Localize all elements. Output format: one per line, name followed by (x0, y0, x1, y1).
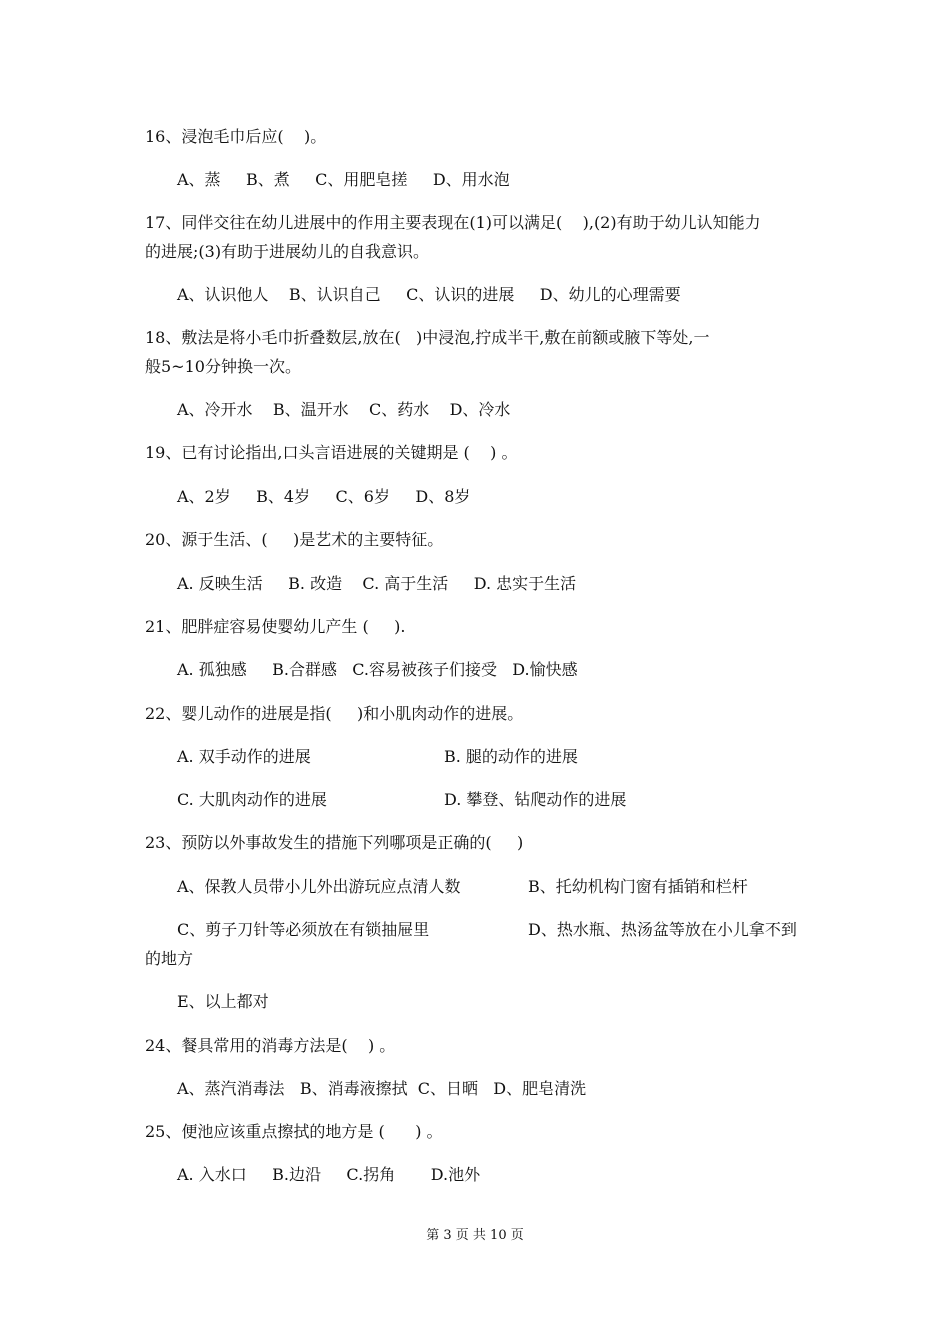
question-23-option-b: B、托幼机构门窗有插销和栏杆 (528, 877, 748, 896)
question-23-option-d-continued: 的地方 (145, 949, 194, 968)
question-20-options: A. 反映生活 B. 改造 C. 高于生活 D. 忠实于生活 (177, 574, 577, 593)
question-17-stem-continued: 的进展;(3)有助于进展幼儿的自我意识。 (145, 242, 430, 261)
question-22-option-b: B. 腿的动作的进展 (444, 747, 578, 766)
question-25-stem: 25、便池应该重点擦拭的地方是 ( ) 。 (145, 1122, 443, 1141)
question-23-option-e: E、以上都对 (177, 992, 269, 1011)
question-25-options: A. 入水口 B.边沿 C.拐角 D.池外 (177, 1165, 481, 1184)
question-21-stem: 21、肥胖症容易使婴幼儿产生 ( ). (145, 617, 406, 636)
question-19-stem: 19、已有讨论指出,口头言语进展的关键期是 ( ) 。 (145, 443, 518, 462)
question-23-option-c: C、剪子刀针等必须放在有锁抽屉里 (177, 920, 430, 939)
page-number-footer: 第 3 页 共 10 页 (426, 1228, 524, 1243)
question-23-option-a: A、保教人员带小儿外出游玩应点清人数 (177, 877, 461, 896)
question-22-stem: 22、婴儿动作的进展是指( )和小肌肉动作的进展。 (145, 704, 524, 723)
question-16-options: A、蒸 B、煮 C、用肥皂搓 D、用水泡 (177, 170, 510, 189)
question-16-stem: 16、浸泡毛巾后应( )。 (145, 127, 327, 146)
question-23-stem: 23、预防以外事故发生的措施下列哪项是正确的( ) (145, 833, 524, 852)
question-18-options: A、冷开水 B、温开水 C、药水 D、冷水 (177, 400, 511, 419)
question-20-stem: 20、源于生活、( )是艺术的主要特征。 (145, 530, 444, 549)
question-18-stem-continued: 般5~10分钟换一次。 (145, 357, 301, 376)
question-17-stem: 17、同伴交往在幼儿进展中的作用主要表现在(1)可以满足( ),(2)有助于幼儿认知能力 (145, 213, 761, 232)
question-18-stem: 18、敷法是将小毛巾折叠数层,放在( )中浸泡,拧成半干,敷在前额或腋下等处,一 (145, 328, 710, 347)
question-22-option-d: D. 攀登、钻爬动作的进展 (444, 790, 627, 809)
question-19-options: A、2岁 B、4岁 C、6岁 D、8岁 (177, 487, 471, 506)
question-24-options: A、蒸汽消毒法 B、消毒液擦拭 C、日晒 D、肥皂清洗 (177, 1079, 587, 1098)
question-22-option-a: A. 双手动作的进展 (177, 747, 311, 766)
question-22-option-c: C. 大肌肉动作的进展 (177, 790, 327, 809)
question-24-stem: 24、餐具常用的消毒方法是( ) 。 (145, 1036, 396, 1055)
question-23-option-d: D、热水瓶、热汤盆等放在小儿拿不到 (528, 920, 797, 939)
question-17-options: A、认识他人 B、认识自己 C、认识的进展 D、幼儿的心理需要 (177, 285, 681, 304)
question-21-options: A. 孤独感 B.合群感 C.容易被孩子们接受 D.愉快感 (177, 660, 578, 679)
